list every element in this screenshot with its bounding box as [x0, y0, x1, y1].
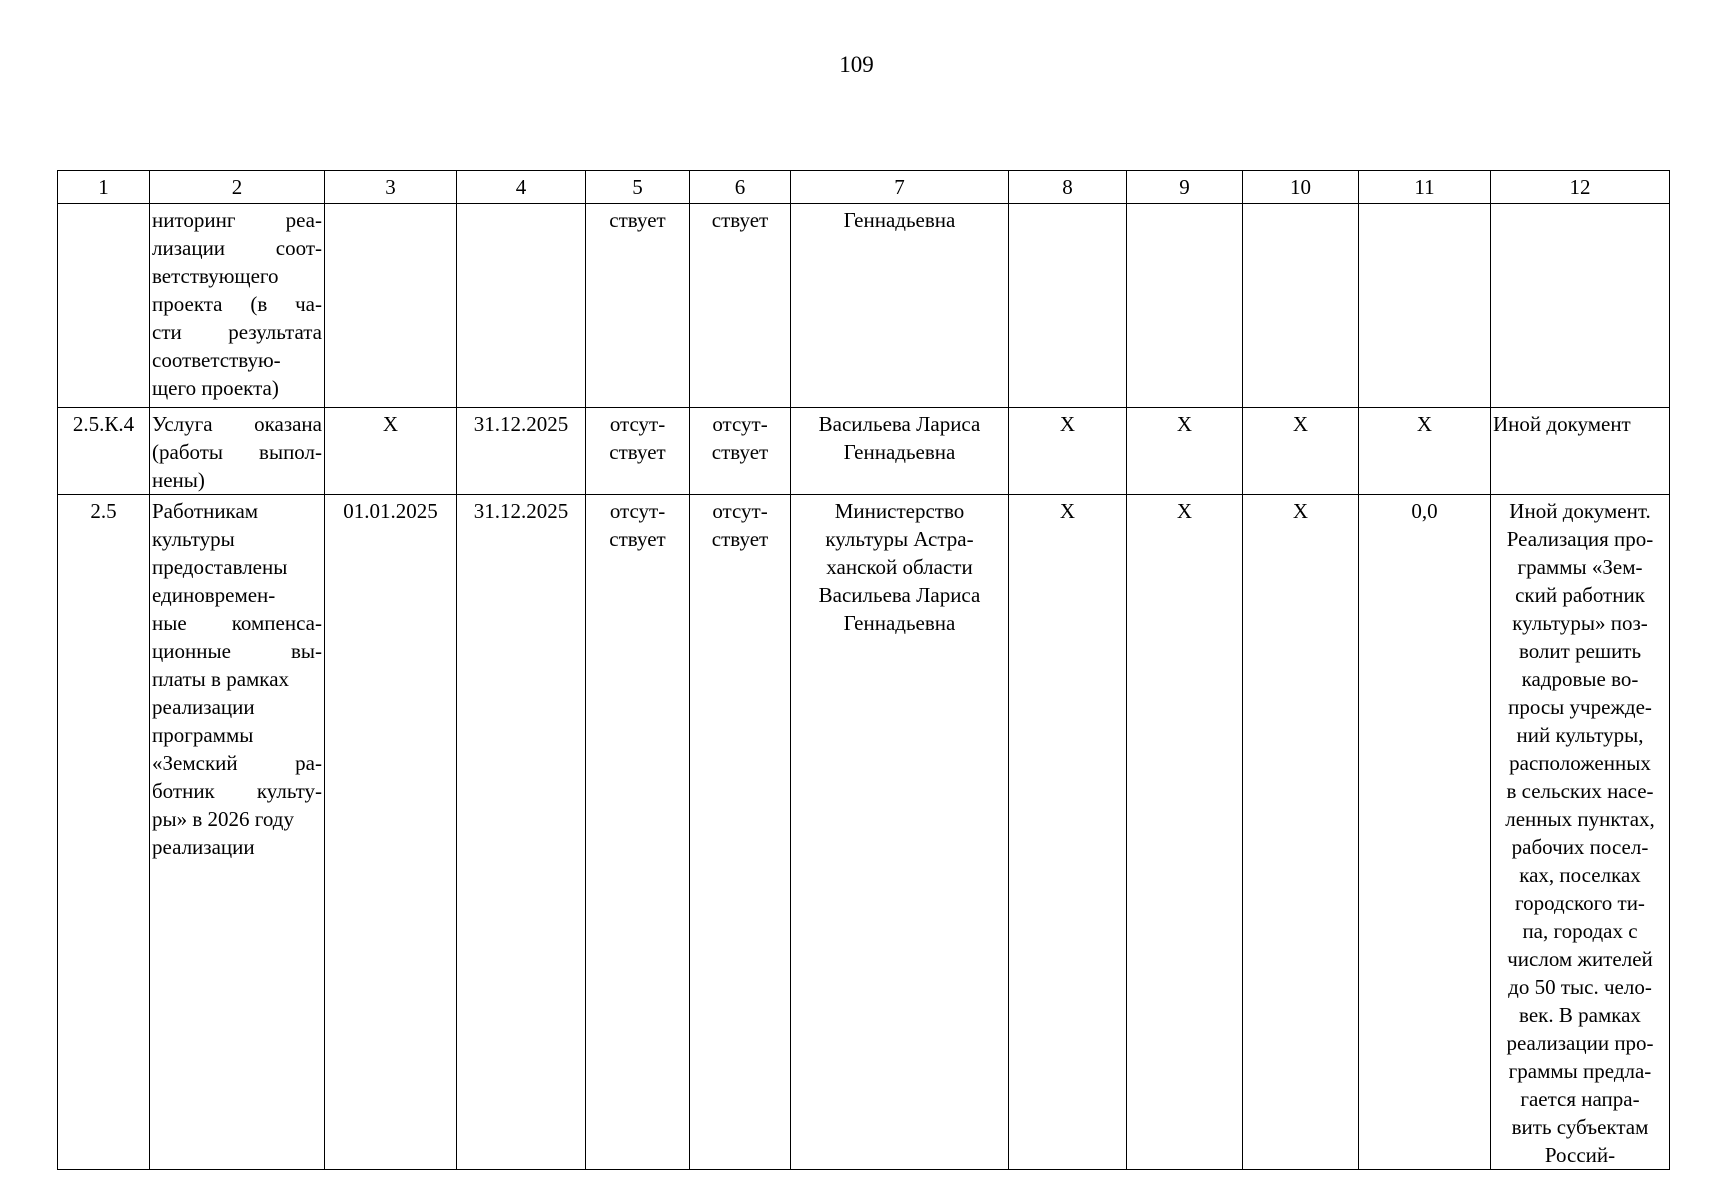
cell-line: Геннадьевна [843, 208, 956, 232]
cell-line: Васильева Лариса [818, 583, 981, 607]
cell-line: реализации [152, 695, 255, 719]
cell-line: ствует [609, 208, 666, 232]
cell-col-1 [58, 204, 150, 408]
cell-col-8: X [1009, 495, 1127, 1170]
cell-line: соответствую- [152, 348, 281, 372]
cell-col-5 [586, 495, 690, 1170]
cell-line: расположенных [1509, 751, 1651, 775]
cell-line: ствует [711, 527, 769, 551]
cell-line: реализации про- [1506, 1031, 1654, 1055]
cell-line: просы учрежде- [1508, 695, 1652, 719]
cell-col-10: X [1243, 495, 1359, 1170]
cell-col-3 [325, 204, 457, 408]
cell-col-12 [1491, 204, 1670, 408]
header-row [58, 171, 1670, 204]
cell-line: нены) [152, 468, 205, 492]
cell-col-12 [1491, 495, 1670, 1170]
cell-line: граммы предла- [1508, 1059, 1652, 1083]
cell-col-11: X [1359, 408, 1491, 495]
table-body [58, 171, 1670, 1170]
cell-line: отсут- [609, 499, 666, 523]
header-cell: 3 [325, 171, 457, 204]
cell-line: кадровые во- [1521, 667, 1639, 691]
cell-line: вить субъектам [1511, 1115, 1649, 1139]
cell-line: ний культуры, [1516, 723, 1644, 747]
cell-col-2 [150, 408, 325, 495]
cell-col-2 [150, 495, 325, 1170]
cell-col-6 [690, 495, 791, 1170]
cell-line: культуры Астра- [825, 527, 974, 551]
cell-col-4: 31.12.2025 [457, 408, 586, 495]
cell-line: ные компенса- [152, 611, 322, 635]
cell-col-3: X [325, 408, 457, 495]
cell-line: Реализация про- [1506, 527, 1654, 551]
cell-col-8 [1009, 204, 1127, 408]
header-cell: 1 [58, 171, 150, 204]
cell-col-4: 31.12.2025 [457, 495, 586, 1170]
page-number: 109 [839, 52, 874, 77]
header-cell: 11 [1359, 171, 1491, 204]
cell-line: Васильева Лариса [818, 412, 981, 436]
cell-line: ствует [609, 440, 666, 464]
cell-line: ствует [711, 440, 769, 464]
cell-line: (работы выпол- [152, 440, 322, 464]
cell-line: отсут- [712, 499, 768, 523]
header-cell: 5 [586, 171, 690, 204]
cell-line: ский работник [1515, 583, 1645, 607]
cell-line: ционные вы- [152, 639, 322, 663]
cell-col-9 [1127, 204, 1243, 408]
cell-line: отсут- [712, 412, 768, 436]
cell-line: па, городах с [1522, 919, 1638, 943]
cell-line: рабочих посел- [1511, 835, 1649, 859]
cell-line: Геннадьевна [843, 440, 956, 464]
cell-col-2 [150, 204, 325, 408]
cell-line: ры» в 2026 году [152, 807, 294, 831]
cell-line: Россий- [1544, 1143, 1616, 1167]
cell-line: ханской области [826, 555, 973, 579]
cell-line: лизации соот- [152, 236, 322, 260]
cell-line: гается напра- [1520, 1087, 1640, 1111]
cell-line: ствует [609, 527, 666, 551]
header-cell: 4 [457, 171, 586, 204]
cell-col-3: 01.01.2025 [325, 495, 457, 1170]
header-cell: 7 [791, 171, 1009, 204]
header-cell: 12 [1491, 171, 1670, 204]
cell-line: Министерство [834, 499, 965, 523]
cell-col-1: 2.5 [58, 495, 150, 1170]
table-row [58, 408, 1670, 495]
header-cell: 2 [150, 171, 325, 204]
cell-col-10: X [1243, 408, 1359, 495]
header-cell: 8 [1009, 171, 1127, 204]
cell-line: век. В рамках [1519, 1003, 1641, 1027]
cell-line: единовремен- [152, 583, 276, 607]
cell-col-5 [586, 408, 690, 495]
cell-line: сти результата [152, 320, 322, 344]
cell-line: ствует [711, 208, 769, 232]
cell-col-8: X [1009, 408, 1127, 495]
cell-line: отсут- [609, 412, 666, 436]
cell-line: до 50 тыс. чело- [1508, 975, 1652, 999]
cell-line: Работникам [152, 499, 259, 523]
cell-line: ках, поселках [1519, 863, 1641, 887]
cell-col-7 [791, 495, 1009, 1170]
cell-col-10 [1243, 204, 1359, 408]
cell-line: программы [152, 723, 254, 747]
cell-line: Услуга оказана [152, 412, 322, 436]
cell-col-7 [791, 408, 1009, 495]
cell-line: ботник культу- [152, 779, 322, 803]
cell-line: Иной документ. [1509, 499, 1651, 523]
cell-col-1: 2.5.К.4 [58, 408, 150, 495]
cell-line: Геннадьевна [843, 611, 956, 635]
cell-line: Иной документ [1493, 412, 1631, 436]
cell-line: городского ти- [1515, 891, 1645, 915]
cell-line: культуры» поз- [1512, 611, 1648, 635]
cell-line: граммы «Зем- [1517, 555, 1643, 579]
cell-line: проекта (в ча- [152, 292, 322, 316]
header-cell: 6 [690, 171, 791, 204]
cell-line: щего проекта) [152, 376, 279, 400]
header-cell: 10 [1243, 171, 1359, 204]
cell-col-12 [1491, 408, 1670, 495]
table-row [58, 204, 1670, 408]
document-table [57, 170, 1670, 1170]
cell-col-11: 0,0 [1359, 495, 1491, 1170]
cell-col-11 [1359, 204, 1491, 408]
cell-line: реализации [152, 835, 255, 859]
cell-col-5 [586, 204, 690, 408]
cell-col-6 [690, 204, 791, 408]
cell-line: ленных пунктах, [1505, 807, 1655, 831]
table-row [58, 495, 1670, 1170]
cell-line: волит решить [1518, 639, 1642, 663]
cell-line: культуры [152, 527, 235, 551]
cell-line: ветствующего [152, 264, 279, 288]
cell-col-7 [791, 204, 1009, 408]
header-cell: 9 [1127, 171, 1243, 204]
cell-line: «Земский ра- [152, 751, 322, 775]
cell-line: предоставлены [152, 555, 288, 579]
cell-col-6 [690, 408, 791, 495]
cell-line: в сельских насе- [1506, 779, 1654, 803]
cell-line: ниторинг реа- [152, 208, 322, 232]
cell-col-9: X [1127, 408, 1243, 495]
cell-col-4 [457, 204, 586, 408]
cell-line: числом жителей [1507, 947, 1653, 971]
cell-col-9: X [1127, 495, 1243, 1170]
cell-line: платы в рамках [152, 667, 290, 691]
